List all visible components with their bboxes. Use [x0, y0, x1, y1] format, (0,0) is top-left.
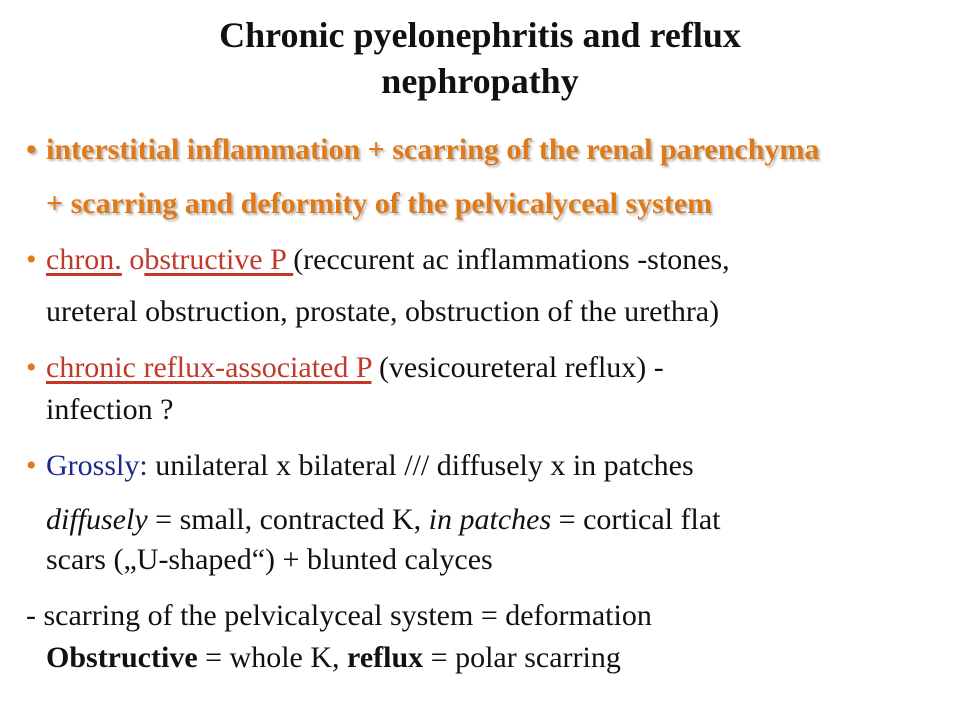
bullet-2-rest: (reccurent ac inflammations -stones, — [293, 243, 730, 276]
bullet-3-marker: • — [26, 351, 37, 384]
in-patches-term: in patches — [428, 503, 552, 536]
obstructive-desc: = whole K, — [197, 641, 348, 674]
title-line-1: Chronic pyelonephritis and reflux — [219, 15, 741, 55]
o-letter: o — [121, 243, 145, 276]
grossly-label: Grossly: — [46, 449, 148, 482]
bullet-1-line-1: interstitial inflammation + scarring of the renal parenchyma — [46, 133, 820, 166]
reflux-term: reflux — [347, 641, 424, 674]
diffusely-term: diffusely — [46, 503, 148, 536]
bullet-4-line-2 — [46, 502, 721, 538]
chron-label: chron. — [46, 243, 122, 276]
bullet-2-line-1 — [46, 242, 730, 278]
bullet-3-rest: (vesicoureteral reflux) - — [371, 351, 664, 384]
obstructive-term: Obstructive — [46, 641, 198, 674]
in-patches-desc: = cortical flat — [551, 503, 721, 536]
reflux-associated-label: chronic reflux-associated P — [46, 351, 372, 384]
obstructive-p-label: bstructive P — [144, 243, 294, 276]
bullet-4-marker: • — [26, 449, 37, 482]
diffusely-desc: = small, contracted K, — [147, 503, 429, 536]
title-line-2: nephropathy — [381, 61, 579, 101]
bullet-3-line-2: infection ? — [46, 393, 174, 426]
bullet-4-line-1 — [46, 448, 694, 484]
tail-line-1: - scarring of the pelvicalyceal system = deformation — [26, 599, 652, 632]
reflux-desc: = polar scarring — [423, 641, 621, 674]
bullet-4-rest: unilateral x bilateral /// diffusely x in patches — [147, 449, 694, 482]
bullet-1-marker: • — [26, 133, 37, 166]
bullet-2-marker: • — [26, 243, 37, 276]
bullet-1-line-2: + scarring and deformity of the pelvicalyceal system — [46, 187, 713, 220]
slide-title — [0, 12, 960, 104]
bullet-2-line-2: ureteral obstruction, prostate, obstruction of the urethra) — [46, 295, 720, 328]
tail-line-2 — [46, 640, 621, 676]
bullet-3-line-1 — [46, 350, 664, 386]
bullet-4-line-3: scars („U-shaped“) + blunted calyces — [46, 543, 493, 576]
